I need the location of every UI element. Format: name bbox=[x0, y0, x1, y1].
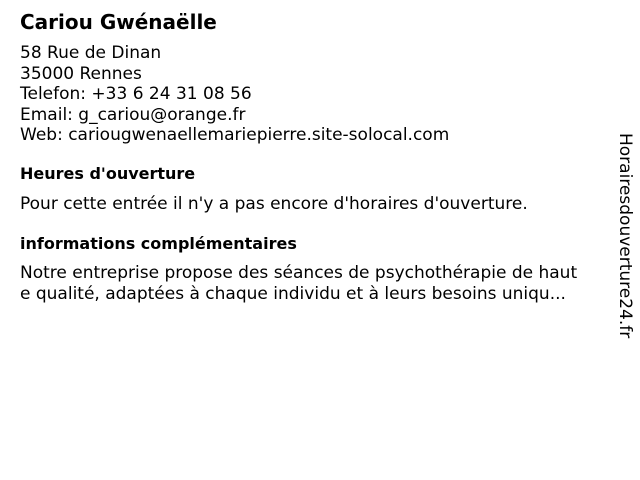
opening-hours-text: Pour cette entrée il n'y a pas encore d'horaires d'ouverture. bbox=[20, 194, 528, 214]
phone-number[interactable]: Telefon: +33 6 24 31 08 56 bbox=[20, 84, 252, 104]
site-name-vertical[interactable]: Horairesdouverture24.fr bbox=[615, 133, 635, 339]
additional-info-line-2: e qualité, adaptées à chaque individu et à leurs besoins uniqu... bbox=[20, 284, 566, 304]
city-postal: 35000 Rennes bbox=[20, 63, 142, 84]
email-address[interactable]: Email: g_cariou@orange.fr bbox=[20, 104, 246, 125]
additional-info-line-1: Notre entreprise propose des séances de psychothérapie de haut bbox=[20, 263, 578, 283]
street-address: 58 Rue de Dinan bbox=[20, 43, 162, 63]
additional-info-heading: informations complémentaires bbox=[20, 234, 297, 253]
site-watermark bbox=[612, 133, 638, 353]
website-link[interactable]: Web: cariougwenaellemariepierre.site-solocal.com bbox=[20, 125, 450, 145]
additional-info-text bbox=[20, 263, 600, 305]
business-name: Cariou Gwénaëlle bbox=[20, 10, 217, 34]
contact-block bbox=[20, 43, 449, 146]
opening-hours-heading: Heures d'ouverture bbox=[20, 164, 196, 183]
